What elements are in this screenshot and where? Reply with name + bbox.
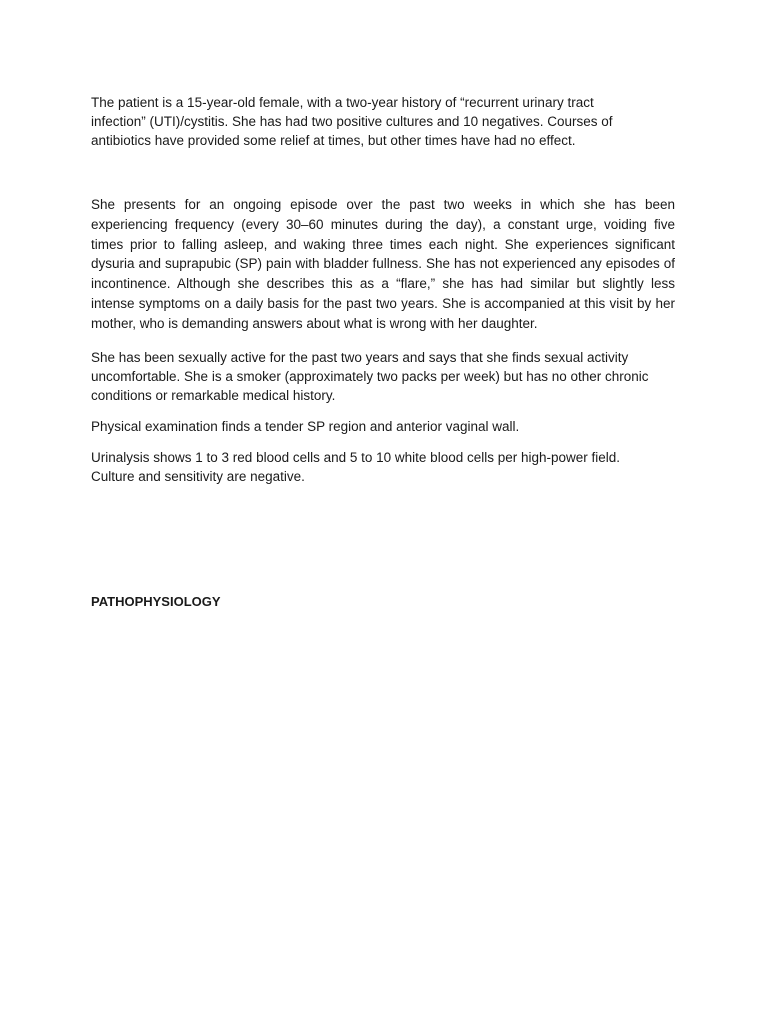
text-line: dysuria and suprapubic (SP) pain with bladder fullness. She has not experienced any episodes of	[91, 256, 675, 272]
text-line: Urinalysis shows 1 to 3 red blood cells and 5 to 10 white blood cells per high-power field.	[91, 450, 621, 465]
case-history-paragraph	[91, 93, 675, 150]
section-heading: PATHOPHYSIOLOGY	[91, 594, 221, 609]
text-line: Physical examination finds a tender SP region and anterior vaginal wall.	[91, 419, 520, 434]
text-line: Culture and sensitivity are negative.	[91, 469, 305, 484]
text-line: infection” (UTI)/cystitis. She has had two positive cultures and 10 negatives. Courses of	[91, 114, 613, 129]
text-line: antibiotics have provided some relief at times, but other times have had no effect.	[91, 133, 576, 148]
urinalysis-paragraph	[91, 448, 675, 486]
text-line: She presents for an ongoing episode over the past two weeks in which she has been	[91, 197, 675, 212]
text-line: conditions or remarkable medical history.	[91, 388, 336, 403]
text-line: intense symptoms on a daily basis for the past two years. She is accompanied at this visit by her	[91, 295, 675, 311]
text-line: times prior to falling asleep, and waking three times each night. She experiences significant	[91, 236, 675, 252]
text-line: incontinence. Although she describes this as a “flare,” she has had similar but slightly less	[91, 276, 675, 292]
text-line: experiencing frequency (every 30–60 minutes during the day), a constant urge, voiding five	[91, 216, 675, 232]
presenting-symptoms-paragraph	[91, 195, 675, 334]
text-line: uncomfortable. She is a smoker (approximately two packs per week) but has no other chronic	[91, 369, 649, 384]
text-line: She has been sexually active for the past two years and says that she finds sexual activity	[91, 350, 629, 365]
text-line: mother, who is demanding answers about what is wrong with her daughter.	[91, 315, 538, 331]
text-line: The patient is a 15-year-old female, with a two-year history of “recurrent urinary tract	[91, 95, 594, 110]
physical-exam-paragraph	[91, 417, 675, 436]
social-history-paragraph	[91, 348, 675, 405]
